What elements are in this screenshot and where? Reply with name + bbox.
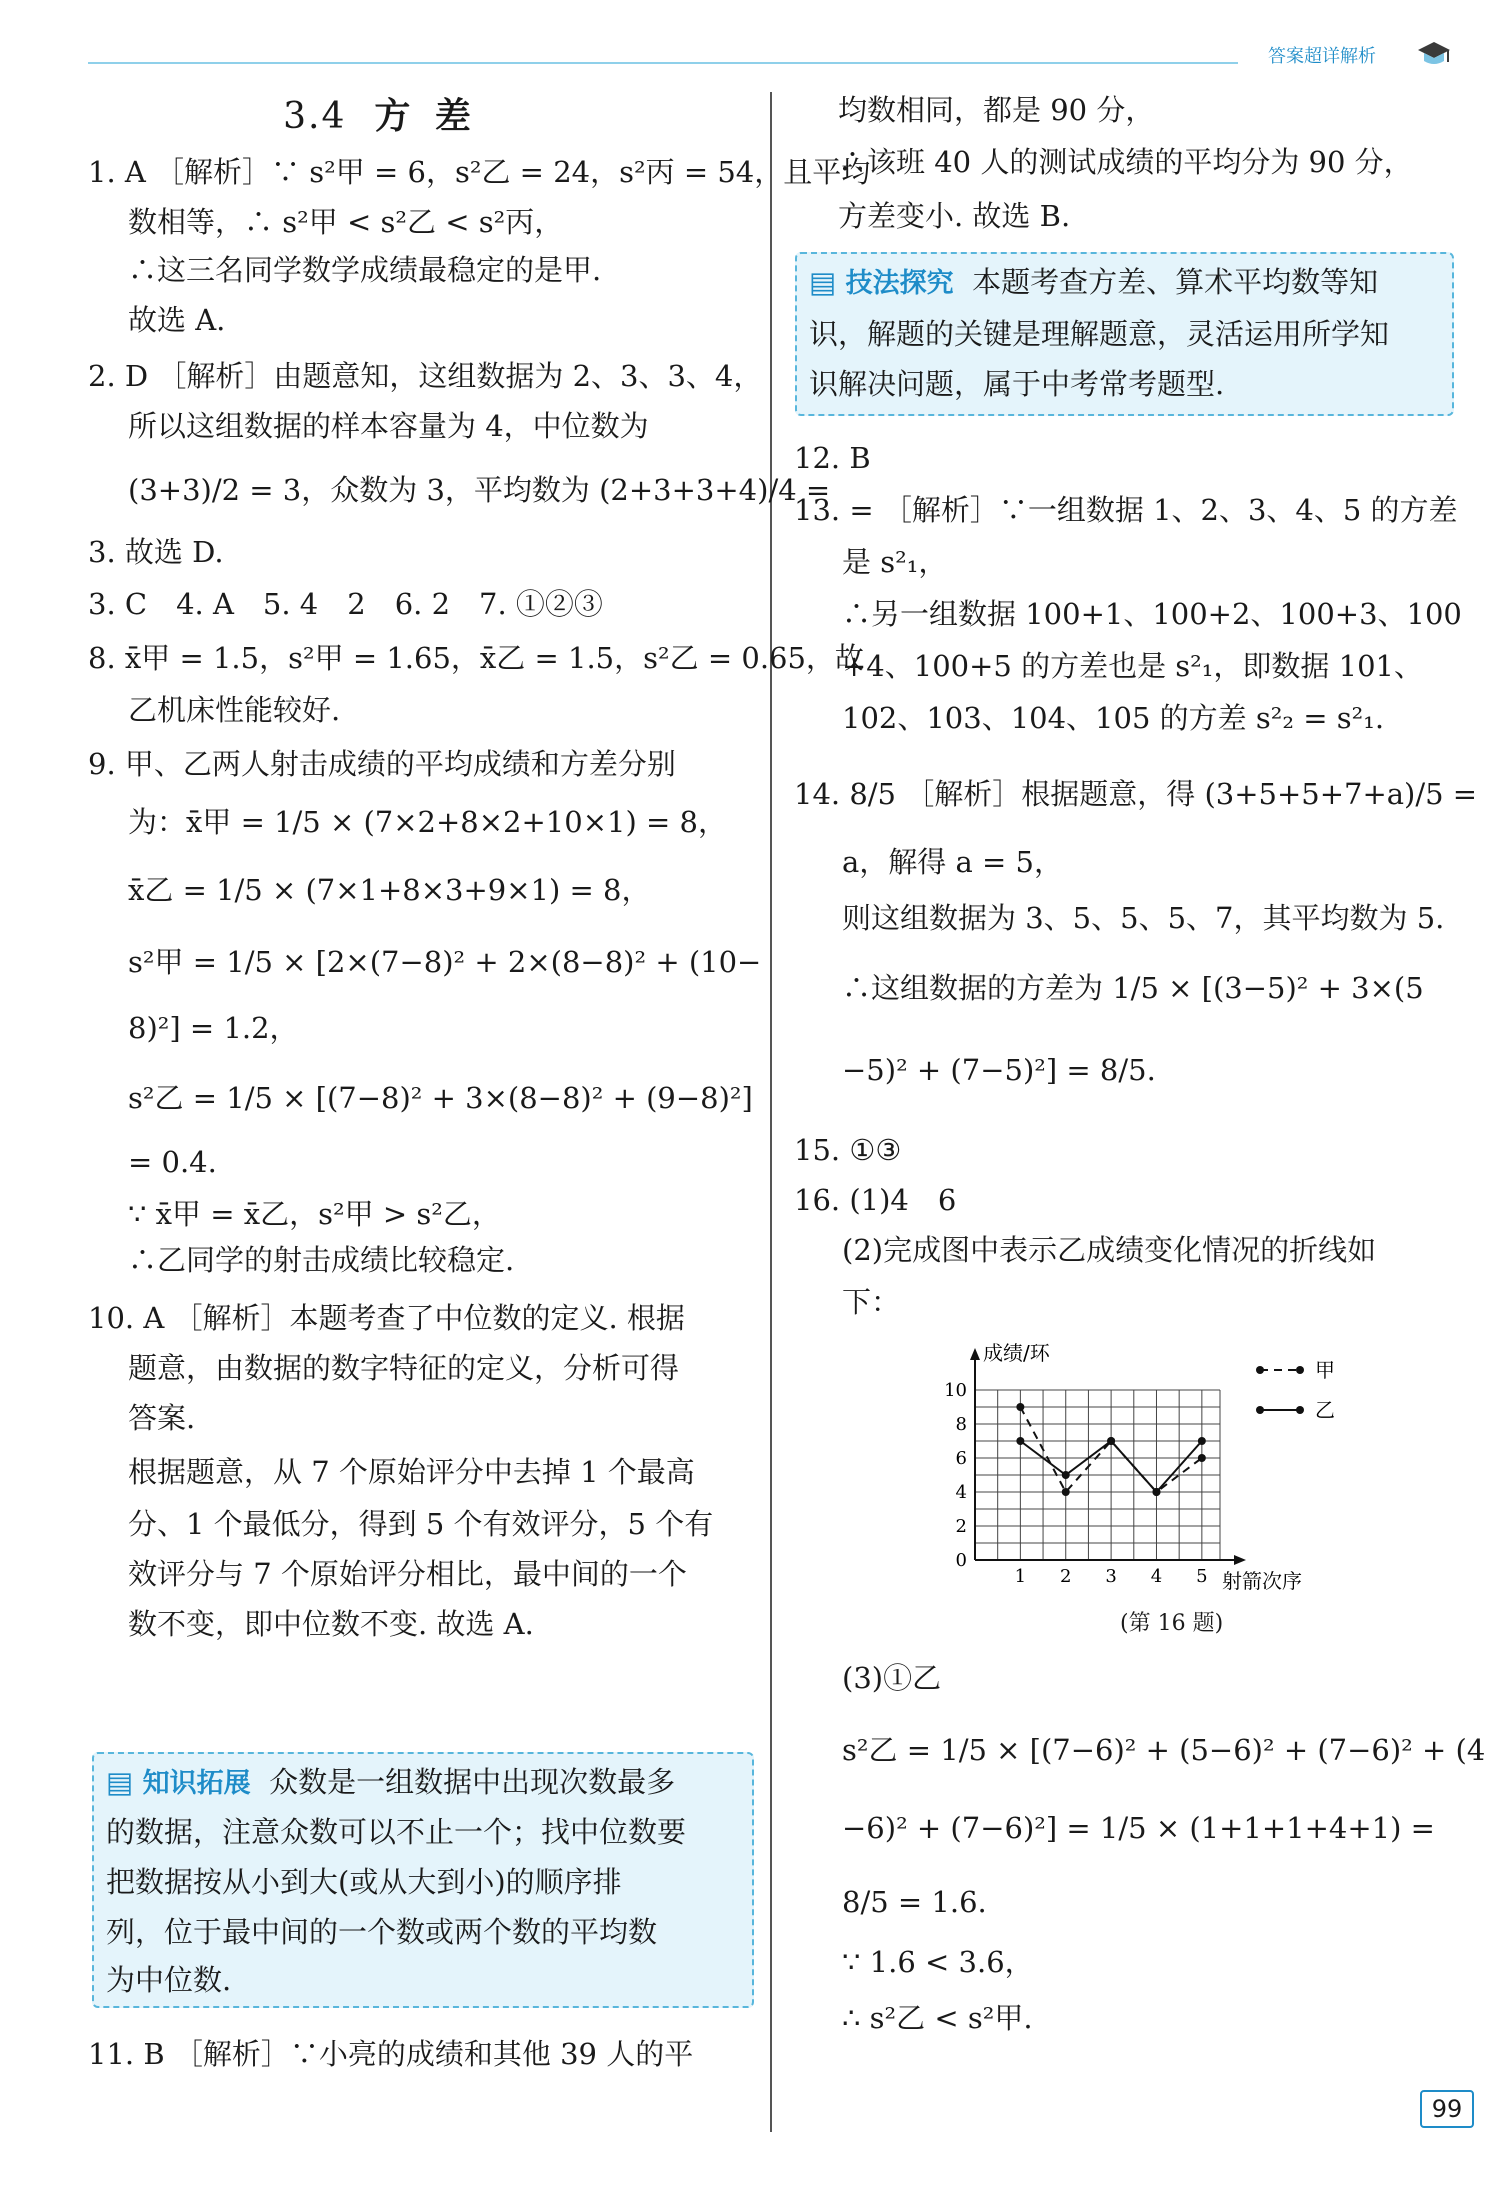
column-divider (770, 92, 772, 2132)
question-line: 13. = ［解析］∵一组数据 1、2、3、4、5 的方差 (794, 493, 1458, 527)
x-axis-arrow (1234, 1555, 1246, 1565)
answer-line: −5)² + (7−5)²] = 8/5. (842, 1053, 1156, 1087)
score-line-chart (930, 1340, 1390, 1640)
y-tick-label: 6 (955, 1448, 967, 1469)
answer-line: −6)² + (7−6)²] = 1/5 × (1+1+1+4+1) = (842, 1811, 1435, 1845)
section-number: 3.4 (283, 96, 347, 137)
x-tick-label: 2 (1060, 1566, 1072, 1587)
technique-box-title: 技法探究 (845, 268, 954, 299)
data-point-甲 (1198, 1454, 1206, 1462)
answer-line: +4、100+5 的方差也是 s²₁，即数据 101、 (842, 649, 1423, 683)
answer-line: 乙机床性能较好. (128, 693, 341, 727)
answer-line: ∴另一组数据 100+1、100+2、100+3、100 (842, 597, 1462, 631)
answer-line: x̄乙 = 1/5 × (7×1+8×3+9×1) = 8， (128, 873, 651, 907)
question-line: 3. 故选 D. (88, 535, 224, 569)
answer-line: 则这组数据为 3、5、5、5、7，其平均数为 5. (842, 901, 1445, 935)
question-line: 16. (1)4 6 (794, 1183, 957, 1217)
x-tick-label: 4 (1150, 1566, 1163, 1587)
legend-label: 甲 (1315, 1358, 1335, 1382)
question-line: 3. C 4. A 5. 4 2 6. 2 7. ①②③ (88, 587, 603, 621)
x-axis-label: 射箭次序 (1222, 1569, 1302, 1593)
answer-line: 分、1 个最低分，得到 5 个有效评分，5 个有 (128, 1507, 714, 1541)
answer-line: 均数相同，都是 90 分， (838, 93, 1155, 127)
question-line: 8. x̄甲 = 1.5，s²甲 = 1.65，x̄乙 = 1.5，s²乙 = 0.65，故 (88, 641, 864, 675)
y-tick-label: 8 (955, 1414, 967, 1435)
legend-marker (1296, 1406, 1304, 1414)
data-point-乙 (1152, 1488, 1160, 1496)
x-tick-label: 1 (1014, 1566, 1027, 1587)
y-axis-label: 成绩/环 (983, 1341, 1050, 1365)
q11-line: 11. B ［解析］∵小亮的成绩和其他 39 人的平 (88, 2037, 694, 2071)
question-line: 2. D ［解析］由题意知，这组数据为 2、3、3、4， (88, 359, 763, 393)
answer-line: 102、103、104、105 的方差 s²₂ = s²₁. (842, 701, 1385, 735)
answer-line: (3)①乙 (842, 1661, 942, 1695)
header-rule (88, 62, 1238, 64)
answer-line: ∴这三名同学数学成绩最稳定的是甲. (128, 253, 602, 287)
chart-caption: (第 16 题) (1120, 1611, 1224, 1636)
answer-line: (2)完成图中表示乙成绩变化情况的折线如 (842, 1233, 1377, 1267)
answer-line: ∴这组数据的方差为 1/5 × [(3−5)² + 3×(5 (842, 971, 1424, 1005)
answer-line: ∴该班 40 人的测试成绩的平均分为 90 分， (838, 145, 1413, 179)
answer-line: 是 s²₁， (842, 545, 948, 579)
legend-marker (1256, 1406, 1264, 1414)
question-line: 10. A ［解析］本题考查了中位数的定义. 根据 (88, 1301, 685, 1335)
answer-line: 为：x̄甲 = 1/5 × (7×2+8×2+10×1) = 8， (128, 805, 727, 839)
answer-line: ∵ 1.6 < 3.6， (842, 1945, 1034, 1979)
technique-box: ▤ 技法探究 本题考查方差、算术平均数等知 识，解题的关键是理解题意，灵活运用所学知 识解决问题，属于中考常考题型. (795, 252, 1454, 416)
answer-line: 数相等，∴ s²甲 < s²乙 < s²丙， (128, 205, 564, 239)
data-point-甲 (1062, 1488, 1070, 1496)
technique-line-2: 识解决问题，属于中考常考题型. (809, 367, 1225, 401)
answer-line: 题意，由数据的数字特征的定义，分析可得 (128, 1351, 680, 1385)
answer-line: s²甲 = 1/5 × [2×(7−8)² + 2×(8−8)² + (10− (128, 945, 762, 979)
answer-line: (3+3)/2 = 3，众数为 3，平均数为 (2+3+3+4)/4 = (128, 473, 831, 507)
question-line: 9. 甲、乙两人射击成绩的平均成绩和方差分别 (88, 747, 676, 781)
legend-marker (1296, 1366, 1304, 1374)
answer-line: s²乙 = 1/5 × [(7−6)² + (5−6)² + (7−6)² + (4 (842, 1733, 1486, 1767)
answer-line: s²乙 = 1/5 × [(7−8)² + 3×(8−8)² + (9−8)²] (128, 1081, 753, 1115)
knowledge-line-2: 把数据按从小到大(或从大到小)的顺序排 (106, 1865, 622, 1899)
answer-line: = 0.4. (128, 1145, 217, 1179)
section-title (0, 88, 760, 139)
technique-line-1: 识，解题的关键是理解题意，灵活运用所学知 (809, 317, 1390, 351)
y-axis-arrow (970, 1348, 980, 1360)
question-line: 1. A ［解析］∵ s²甲 = 6，s²乙 = 24，s²丙 = 54，且平均 (88, 155, 871, 189)
header-label: 答案超详解析 (1268, 46, 1376, 67)
answer-line: 效评分与 7 个原始评分相比，最中间的一个 (128, 1557, 687, 1591)
knowledge-box-title: 知识拓展 (142, 1768, 251, 1799)
knowledge-line-3: 列，位于最中间的一个数或两个数的平均数 (106, 1915, 658, 1949)
y-tick-label: 0 (955, 1550, 967, 1571)
page-number: 99 (1420, 2090, 1474, 2128)
section-heading: 方 差 (374, 95, 477, 137)
answer-line: 故选 A. (128, 303, 226, 337)
answer-line: 8)²] = 1.2， (128, 1011, 299, 1045)
data-point-乙 (1107, 1437, 1115, 1445)
answer-line: 8/5 = 1.6. (842, 1885, 987, 1919)
y-tick-label: 4 (955, 1482, 967, 1503)
answer-line: ∵ x̄甲 = x̄乙，s²甲 > s²乙， (128, 1197, 501, 1231)
data-point-甲 (1016, 1403, 1024, 1411)
question-line: 12. B (794, 441, 871, 475)
question-line: 15. ①③ (794, 1133, 902, 1167)
y-tick-label: 2 (955, 1516, 967, 1537)
answer-line: 根据题意，从 7 个原始评分中去掉 1 个最高 (128, 1455, 695, 1489)
legend-marker (1256, 1366, 1264, 1374)
answer-line: 答案. (128, 1401, 196, 1435)
data-point-乙 (1016, 1437, 1024, 1445)
answer-line: 下： (842, 1285, 901, 1319)
x-tick-label: 5 (1196, 1566, 1208, 1587)
legend-label: 乙 (1315, 1398, 1335, 1422)
knowledge-line-4: 为中位数. (106, 1963, 232, 1997)
answer-line: 方差变小. 故选 B. (838, 199, 1071, 233)
y-tick-label: 10 (944, 1380, 967, 1401)
knowledge-line-1: 的数据，注意众数可以不止一个；找中位数要 (106, 1815, 687, 1849)
x-tick-label: 3 (1105, 1566, 1117, 1587)
data-point-乙 (1062, 1471, 1070, 1479)
knowledge-line-0: 众数是一组数据中出现次数最多 (269, 1765, 676, 1799)
question-line: 14. 8/5 ［解析］根据题意，得 (3+5+5+7+a)/5 = (794, 777, 1478, 811)
answer-line: 所以这组数据的样本容量为 4，中位数为 (128, 409, 649, 443)
technique-line-0: 本题考查方差、算术平均数等知 (972, 265, 1379, 299)
answer-line: ∴ s²乙 < s²甲. (842, 2001, 1033, 2035)
data-point-乙 (1198, 1437, 1206, 1445)
graduation-cap-icon (1416, 36, 1452, 72)
answer-line: a，解得 a = 5， (842, 845, 1063, 879)
knowledge-box: ▤ 知识拓展 众数是一组数据中出现次数最多 的数据，注意众数可以不止一个；找中位数要 把数据按从小到大(或从大到小)的顺序排 列，位于最中间的一个数或两个数的平均数 为中位数. (92, 1752, 754, 2008)
answer-line: 数不变，即中位数不变. 故选 A. (128, 1607, 534, 1641)
answer-line: ∴乙同学的射击成绩比较稳定. (128, 1243, 515, 1277)
